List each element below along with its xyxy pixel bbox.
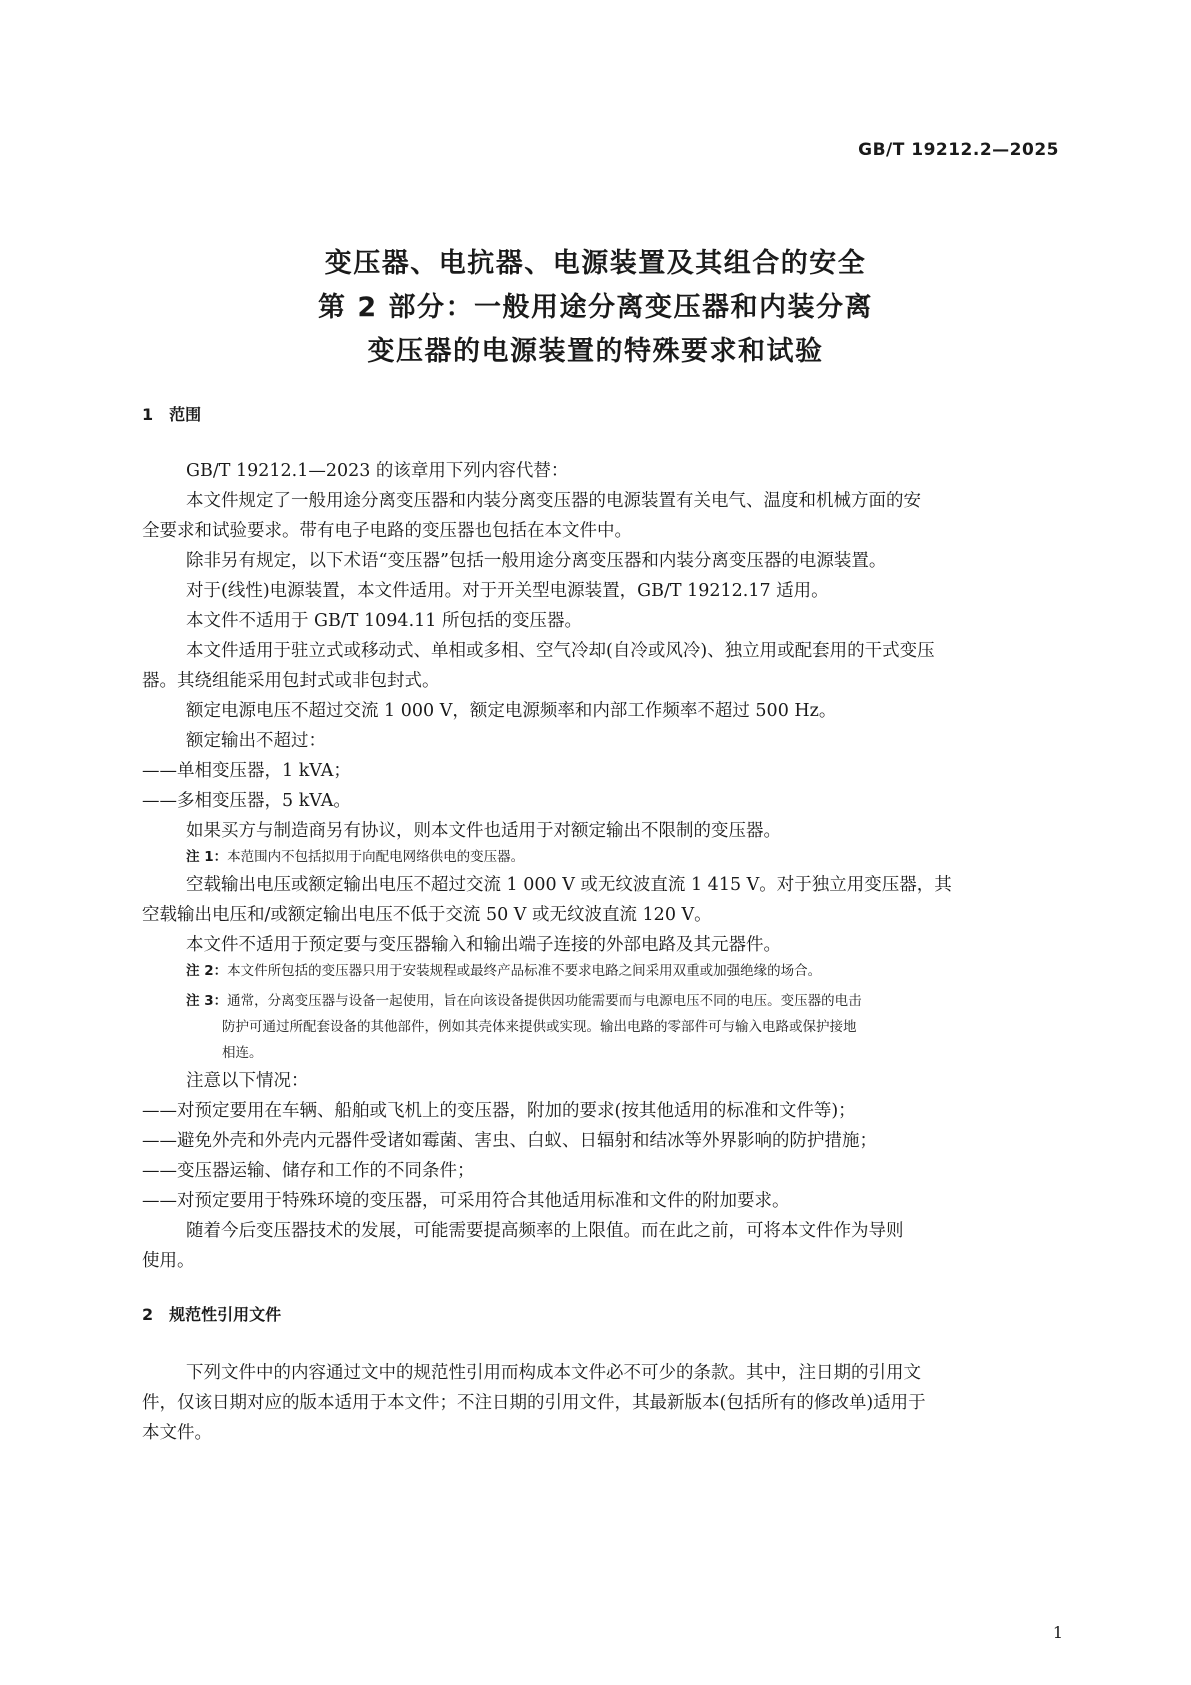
- paragraph-continuation: 件，仅该日期对应的版本适用于本文件；不注日期的引用文件，其最新版本(包括所有的修改单)适用于: [142, 1393, 926, 1413]
- note-label: 注 1：: [186, 849, 228, 865]
- paragraph: GB/T 19212.1—2023 的该章用下列内容代替：: [186, 461, 569, 481]
- title-line-2: 第 2 部分：一般用途分离变压器和内装分离: [317, 292, 874, 323]
- list-item: ——避免外壳和外壳内元器件受诸如霉菌、害虫、白蚁、日辐射和结冰等外界影响的防护措施；: [142, 1131, 877, 1151]
- paragraph: 本文件规定了一般用途分离变压器和内装分离变压器的电源装置有关电气、温度和机械方面的安: [186, 491, 921, 511]
- page-number: 1: [1052, 1623, 1063, 1642]
- list-item: ——变压器运输、储存和工作的不同条件；: [142, 1161, 475, 1181]
- note-text: 本文件所包括的变压器只用于安装规程或最终产品标准不要求电路之间采用双重或加强绝缘的场合。: [227, 963, 822, 979]
- note-label: 注 3：: [186, 993, 228, 1009]
- paragraph: 如果买方与制造商另有协议，则本文件也适用于对额定输出不限制的变压器。: [186, 821, 781, 841]
- note-2: [186, 956, 1055, 986]
- paragraph: 除非另有规定，以下术语“变压器”包括一般用途分离变压器和内装分离变压器的电源装置。: [186, 551, 887, 571]
- paragraph-continuation: 器。其绕组能采用包封式或非包封式。: [142, 671, 440, 691]
- list-item: ——多相变压器，5 kVA。: [142, 791, 351, 811]
- list-item: ——对预定要用在车辆、船舶或飞机上的变压器，附加的要求(按其他适用的标准和文件等)；: [142, 1101, 856, 1121]
- paragraph: 对于(线性)电源装置，本文件适用。对于开关型电源装置，GB/T 19212.17 适用。: [186, 581, 829, 601]
- title-line-3: 变压器的电源装置的特殊要求和试验: [367, 336, 824, 367]
- section-1-heading: 1 范围: [142, 405, 202, 424]
- paragraph-continuation: 本文件。: [142, 1423, 212, 1443]
- note-label: 注 2：: [186, 963, 228, 979]
- paragraph: 本文件不适用于预定要与变压器输入和输出端子连接的外部电路及其元器件。: [186, 935, 781, 955]
- paragraph: 注意以下情况：: [186, 1071, 309, 1091]
- paragraph: 额定电源电压不超过交流 1 000 V，额定电源频率和内部工作频率不超过 500 Hz。: [186, 701, 837, 721]
- note-text: 本范围内不包括拟用于向配电网络供电的变压器。: [227, 849, 525, 865]
- section-2-heading: 2 规范性引用文件: [142, 1305, 282, 1324]
- paragraph: 随着今后变压器技术的发展，可能需要提高频率的上限值。而在此之前，可将本文件作为导则: [186, 1221, 904, 1241]
- paragraph-continuation: 使用。: [142, 1251, 195, 1271]
- list-item: ——单相变压器，1 kVA；: [142, 761, 351, 781]
- list-item: ——对预定要用于特殊环境的变压器，可采用符合其他适用标准和文件的附加要求。: [142, 1191, 790, 1211]
- document-code: GB/T 19212.2—2025: [858, 140, 1059, 160]
- title-line-1: 变压器、电抗器、电源装置及其组合的安全: [324, 248, 867, 279]
- paragraph: 下列文件中的内容通过文中的规范性引用而构成本文件必不可少的条款。其中，注日期的引用文: [186, 1363, 921, 1383]
- note-3-continuation: 相连。: [222, 1045, 263, 1061]
- document-title: [0, 242, 1191, 374]
- paragraph-continuation: 空载输出电压和/或额定输出电压不低于交流 50 V 或无纹波直流 120 V。: [142, 905, 712, 925]
- paragraph: 空载输出电压或额定输出电压不超过交流 1 000 V 或无纹波直流 1 415 V。对于独立用变压器，其: [186, 875, 952, 895]
- paragraph-continuation: 全要求和试验要求。带有电子电路的变压器也包括在本文件中。: [142, 521, 632, 541]
- paragraph: 本文件不适用于 GB/T 1094.11 所包括的变压器。: [186, 611, 582, 631]
- paragraph: 额定输出不超过：: [186, 731, 326, 751]
- note-3-continuation: 防护可通过所配套设备的其他部件，例如其壳体来提供或实现。输出电路的零部件可与输入电路或保护接地: [222, 1019, 857, 1035]
- paragraph: 本文件适用于驻立式或移动式、单相或多相、空气冷却(自冷或风冷)、独立用或配套用的干式变压: [186, 641, 935, 661]
- note-text: 通常，分离变压器与设备一起使用，旨在向该设备提供因功能需要而与电源电压不同的电压。变压器的电击: [227, 993, 862, 1009]
